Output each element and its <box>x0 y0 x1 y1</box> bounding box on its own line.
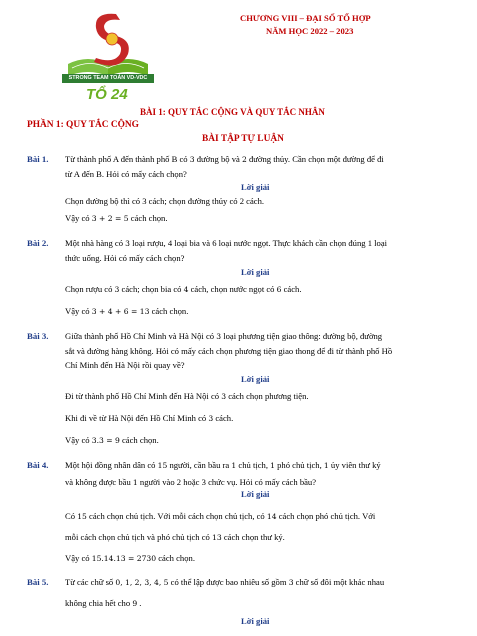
solution-text: Vậy có 3.3 = 9 cách chọn. <box>65 435 159 445</box>
problem-text: từ A đến B. Hỏi có mấy cách chọn? <box>65 169 187 179</box>
problem-text: và không được bầu 1 người vào 2 hoặc 3 chức vụ. Hỏi có mấy cách bầu? <box>65 477 317 487</box>
problem-label: Bài 5. <box>27 577 49 587</box>
team-logo <box>58 6 158 108</box>
logo-banner: STRONG TEAM TOÁN VD-VDC <box>62 74 154 83</box>
solution-text: Chọn rượu có 3 cách; chọn bia có 4 cách, chọn nước ngọt có 6 cách. <box>65 284 302 294</box>
part-title: PHẦN 1: QUY TẮC CỘNG <box>27 120 139 130</box>
problem-text: thức uống. Hỏi có mấy cách chọn? <box>65 253 185 263</box>
section-title: BÀI TẬP TỰ LUẬN <box>202 134 284 144</box>
solution-text: Chọn đường bộ thì có 3 cách; chọn đường thủy có 2 cách. <box>65 196 265 206</box>
solution-label: Lời giải <box>241 267 270 277</box>
problem-label: Bài 4. <box>27 460 49 470</box>
problem-text: Một hội đồng nhân dân có 15 người, cần bầu ra 1 chủ tịch, 1 phó chủ tịch, 1 ủy viên thư ký <box>65 460 381 470</box>
problem-text: Một nhà hàng có 3 loại rượu, 4 loại bia và 6 loại nước ngọt. Thực khách cần chọn đúng 1 loại <box>65 238 388 248</box>
problem-text: Từ các chữ số 0, 1, 2, 3, 4, 5 có thể lập được bao nhiêu số gồm 3 chữ số đôi một khác nhau <box>65 577 385 587</box>
solution-label: Lời giải <box>241 374 270 384</box>
problem-label: Bài 3. <box>27 331 49 341</box>
school-year-header: NĂM HỌC 2022 – 2023 <box>266 26 354 36</box>
problem-text: Chí Minh đến Hà Nội rồi quay về? <box>65 360 185 370</box>
solution-label: Lời giải <box>241 489 270 499</box>
problem-label: Bài 1. <box>27 154 49 164</box>
problem-text: không chia hết cho 9 . <box>65 598 142 608</box>
problem-text: sắt và đường hàng không. Hỏi có mấy cách chọn phương tiện giao thong để đi từ thành phố Hồ <box>65 346 393 356</box>
solution-text: Đi từ thành phố Hồ Chí Minh đến Hà Nội có 3 cách chọn phương tiện. <box>65 391 309 401</box>
logo-team-name: TỔ 24 <box>86 86 128 103</box>
solution-text: Vậy có 3 + 2 = 5 cách chọn. <box>65 213 168 223</box>
solution-text: Khi đi về từ Hà Nội đến Hồ Chí Minh có 3 cách. <box>65 413 234 423</box>
solution-text: mỗi cách chọn chủ tịch và phó chủ tịch có 13 cách chọn thư ký. <box>65 532 285 542</box>
lesson-title: BÀI 1: QUY TẮC CỘNG VÀ QUY TẮC NHÂN <box>140 107 325 117</box>
solution-text: Vậy có 15.14.13 = 2730 cách chọn. <box>65 553 195 563</box>
chapter-header: CHƯƠNG VIII – ĐẠI SỐ TỔ HỢP <box>240 13 371 23</box>
solution-label: Lời giải <box>241 616 270 626</box>
problem-text: Từ thành phố A đến thành phố B có 3 đường bộ và 2 đường thủy. Cần chọn một đường để đi <box>65 154 384 164</box>
problem-label: Bài 2. <box>27 238 49 248</box>
solution-text: Có 15 cách chọn chủ tịch. Với mỗi cách chọn chủ tịch, có 14 cách chọn phó chủ tịch. Với <box>65 511 376 521</box>
solution-label: Lời giải <box>241 182 270 192</box>
solution-text: Vậy có 3 + 4 + 6 = 13 cách chọn. <box>65 306 189 316</box>
problem-text: Giữa thành phố Hồ Chí Minh và Hà Nội có 3 loại phương tiện giao thông: đường bộ, đường <box>65 331 383 341</box>
